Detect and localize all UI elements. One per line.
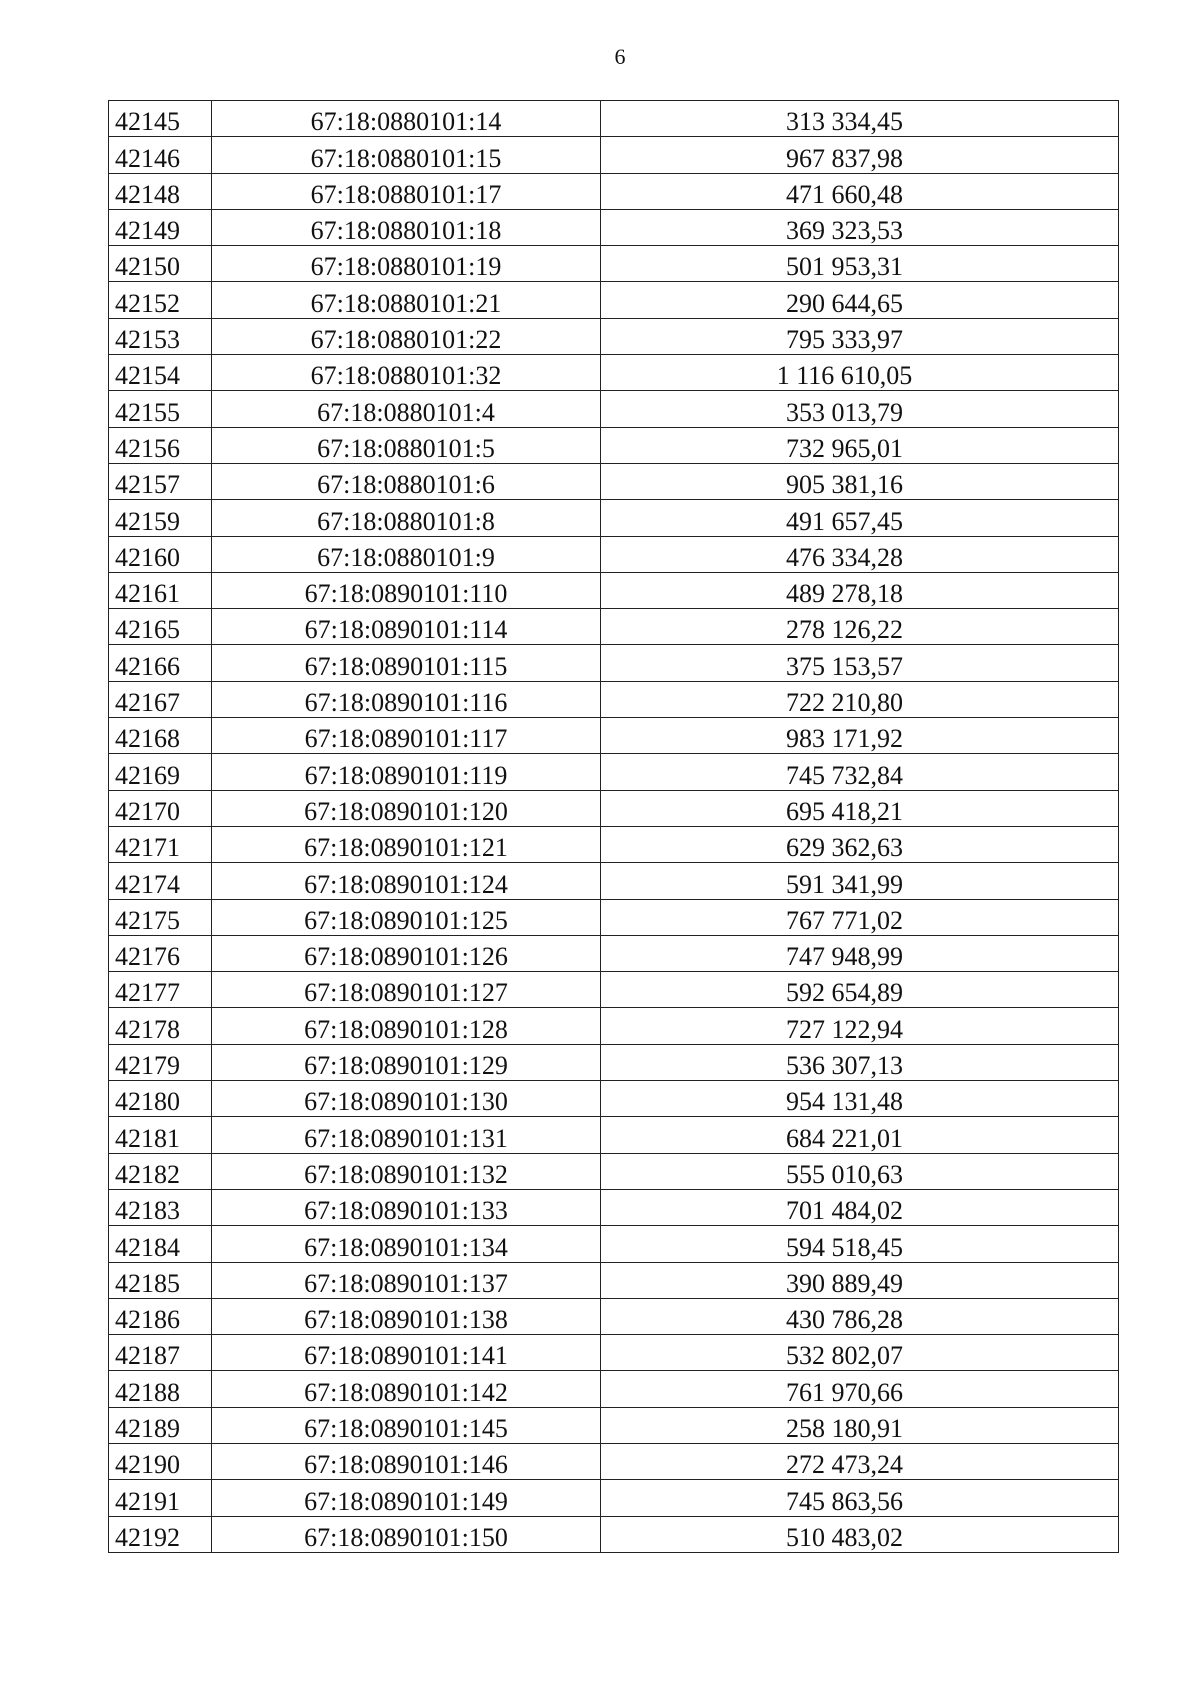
row-number-cell: 42177	[109, 972, 212, 1008]
cadastral-number-cell: 67:18:0890101:126	[212, 935, 601, 971]
table-row	[109, 681, 1119, 717]
row-number-cell: 42181	[109, 1117, 212, 1153]
table-row	[109, 246, 1119, 282]
cadastral-number-cell: 67:18:0880101:32	[212, 355, 601, 391]
row-number-cell: 42180	[109, 1081, 212, 1117]
cadastral-number-cell: 67:18:0890101:124	[212, 863, 601, 899]
cadastral-value-cell: 722 210,80	[601, 681, 1119, 717]
row-number-cell: 42183	[109, 1189, 212, 1225]
row-number-cell: 42160	[109, 536, 212, 572]
cadastral-value-cell: 592 654,89	[601, 972, 1119, 1008]
table-row	[109, 1443, 1119, 1479]
row-number-cell: 42182	[109, 1153, 212, 1189]
cadastral-value-cell: 591 341,99	[601, 863, 1119, 899]
row-number-cell: 42146	[109, 137, 212, 173]
table-row	[109, 391, 1119, 427]
row-number-cell: 42179	[109, 1044, 212, 1080]
cadastral-number-cell: 67:18:0880101:19	[212, 246, 601, 282]
cadastral-value-cell: 701 484,02	[601, 1189, 1119, 1225]
cadastral-value-cell: 476 334,28	[601, 536, 1119, 572]
table-row	[109, 355, 1119, 391]
cadastral-value-cell: 353 013,79	[601, 391, 1119, 427]
table-row	[109, 899, 1119, 935]
cadastral-number-cell: 67:18:0890101:128	[212, 1008, 601, 1044]
row-number-cell: 42150	[109, 246, 212, 282]
row-number-cell: 42178	[109, 1008, 212, 1044]
cadastral-number-cell: 67:18:0880101:9	[212, 536, 601, 572]
table-row	[109, 209, 1119, 245]
table-row	[109, 1153, 1119, 1189]
cadastral-number-cell: 67:18:0890101:131	[212, 1117, 601, 1153]
row-number-cell: 42148	[109, 173, 212, 209]
cadastral-number-cell: 67:18:0890101:115	[212, 645, 601, 681]
cadastral-number-cell: 67:18:0890101:146	[212, 1443, 601, 1479]
table-row	[109, 1298, 1119, 1334]
row-number-cell: 42170	[109, 790, 212, 826]
cadastral-value-cell: 430 786,28	[601, 1298, 1119, 1334]
cadastral-value-cell: 510 483,02	[601, 1516, 1119, 1552]
table-row	[109, 427, 1119, 463]
cadastral-value-cell: 290 644,65	[601, 282, 1119, 318]
cadastral-number-cell: 67:18:0890101:130	[212, 1081, 601, 1117]
table-row	[109, 282, 1119, 318]
cadastral-number-cell: 67:18:0890101:114	[212, 609, 601, 645]
row-number-cell: 42156	[109, 427, 212, 463]
row-number-cell: 42167	[109, 681, 212, 717]
row-number-cell: 42149	[109, 209, 212, 245]
cadastral-value-cell: 954 131,48	[601, 1081, 1119, 1117]
cadastral-number-cell: 67:18:0880101:14	[212, 101, 601, 137]
row-number-cell: 42145	[109, 101, 212, 137]
cadastral-number-cell: 67:18:0890101:138	[212, 1298, 601, 1334]
table-row	[109, 500, 1119, 536]
cadastral-value-cell: 313 334,45	[601, 101, 1119, 137]
table-row	[109, 754, 1119, 790]
cadastral-value-cell: 471 660,48	[601, 173, 1119, 209]
row-number-cell: 42171	[109, 826, 212, 862]
cadastral-value-cell: 727 122,94	[601, 1008, 1119, 1044]
table-row	[109, 101, 1119, 137]
cadastral-number-cell: 67:18:0890101:117	[212, 718, 601, 754]
row-number-cell: 42187	[109, 1335, 212, 1371]
cadastral-number-cell: 67:18:0890101:134	[212, 1226, 601, 1262]
table-row	[109, 826, 1119, 862]
table-row	[109, 1335, 1119, 1371]
cadastral-value-cell: 795 333,97	[601, 318, 1119, 354]
table-row	[109, 645, 1119, 681]
cadastral-value-cell: 594 518,45	[601, 1226, 1119, 1262]
row-number-cell: 42155	[109, 391, 212, 427]
cadastral-value-cell: 967 837,98	[601, 137, 1119, 173]
table-row	[109, 536, 1119, 572]
table-row	[109, 1081, 1119, 1117]
row-number-cell: 42168	[109, 718, 212, 754]
cadastral-number-cell: 67:18:0890101:129	[212, 1044, 601, 1080]
table-row	[109, 1262, 1119, 1298]
cadastral-value-cell: 747 948,99	[601, 935, 1119, 971]
cadastral-value-cell: 629 362,63	[601, 826, 1119, 862]
row-number-cell: 42191	[109, 1480, 212, 1516]
table-row	[109, 1226, 1119, 1262]
cadastral-number-cell: 67:18:0880101:18	[212, 209, 601, 245]
table-row	[109, 1008, 1119, 1044]
row-number-cell: 42153	[109, 318, 212, 354]
cadastral-value-table	[108, 100, 1119, 1553]
row-number-cell: 42185	[109, 1262, 212, 1298]
cadastral-value-cell: 272 473,24	[601, 1443, 1119, 1479]
cadastral-number-cell: 67:18:0880101:21	[212, 282, 601, 318]
cadastral-number-cell: 67:18:0890101:149	[212, 1480, 601, 1516]
cadastral-number-cell: 67:18:0890101:121	[212, 826, 601, 862]
row-number-cell: 42176	[109, 935, 212, 971]
cadastral-value-cell: 745 732,84	[601, 754, 1119, 790]
row-number-cell: 42192	[109, 1516, 212, 1552]
cadastral-number-cell: 67:18:0880101:8	[212, 500, 601, 536]
table-row	[109, 1516, 1119, 1552]
cadastral-value-cell: 555 010,63	[601, 1153, 1119, 1189]
cadastral-value-cell: 532 802,07	[601, 1335, 1119, 1371]
cadastral-value-cell: 375 153,57	[601, 645, 1119, 681]
row-number-cell: 42152	[109, 282, 212, 318]
table-row	[109, 863, 1119, 899]
table-row	[109, 318, 1119, 354]
table-row	[109, 1407, 1119, 1443]
row-number-cell: 42186	[109, 1298, 212, 1334]
cadastral-value-cell: 732 965,01	[601, 427, 1119, 463]
cadastral-value-cell: 695 418,21	[601, 790, 1119, 826]
table-row	[109, 718, 1119, 754]
table-row	[109, 1044, 1119, 1080]
cadastral-value-cell: 491 657,45	[601, 500, 1119, 536]
cadastral-number-cell: 67:18:0890101:119	[212, 754, 601, 790]
table-row	[109, 972, 1119, 1008]
cadastral-number-cell: 67:18:0890101:145	[212, 1407, 601, 1443]
row-number-cell: 42161	[109, 572, 212, 608]
table-row	[109, 572, 1119, 608]
row-number-cell: 42154	[109, 355, 212, 391]
cadastral-number-cell: 67:18:0890101:133	[212, 1189, 601, 1225]
cadastral-value-cell: 905 381,16	[601, 463, 1119, 499]
cadastral-value-cell: 983 171,92	[601, 718, 1119, 754]
cadastral-value-cell: 489 278,18	[601, 572, 1119, 608]
table-row	[109, 935, 1119, 971]
row-number-cell: 42174	[109, 863, 212, 899]
cadastral-number-cell: 67:18:0890101:150	[212, 1516, 601, 1552]
table-row	[109, 1371, 1119, 1407]
cadastral-number-cell: 67:18:0880101:15	[212, 137, 601, 173]
row-number-cell: 42159	[109, 500, 212, 536]
cadastral-number-cell: 67:18:0890101:137	[212, 1262, 601, 1298]
row-number-cell: 42169	[109, 754, 212, 790]
cadastral-value-cell: 369 323,53	[601, 209, 1119, 245]
cadastral-value-cell: 745 863,56	[601, 1480, 1119, 1516]
cadastral-value-cell: 501 953,31	[601, 246, 1119, 282]
cadastral-number-cell: 67:18:0890101:132	[212, 1153, 601, 1189]
table-body	[109, 101, 1119, 1553]
cadastral-value-cell: 761 970,66	[601, 1371, 1119, 1407]
table-row	[109, 1189, 1119, 1225]
row-number-cell: 42189	[109, 1407, 212, 1443]
cadastral-number-cell: 67:18:0890101:110	[212, 572, 601, 608]
cadastral-number-cell: 67:18:0880101:17	[212, 173, 601, 209]
cadastral-value-cell: 390 889,49	[601, 1262, 1119, 1298]
cadastral-number-cell: 67:18:0880101:4	[212, 391, 601, 427]
cadastral-number-cell: 67:18:0890101:142	[212, 1371, 601, 1407]
cadastral-number-cell: 67:18:0890101:127	[212, 972, 601, 1008]
row-number-cell: 42190	[109, 1443, 212, 1479]
row-number-cell: 42175	[109, 899, 212, 935]
cadastral-number-cell: 67:18:0880101:22	[212, 318, 601, 354]
table-row	[109, 790, 1119, 826]
cadastral-number-cell: 67:18:0890101:120	[212, 790, 601, 826]
cadastral-value-cell: 258 180,91	[601, 1407, 1119, 1443]
cadastral-number-cell: 67:18:0890101:141	[212, 1335, 601, 1371]
cadastral-value-cell: 278 126,22	[601, 609, 1119, 645]
page-number: 6	[614, 44, 626, 69]
table-row	[109, 1117, 1119, 1153]
cadastral-value-cell: 767 771,02	[601, 899, 1119, 935]
row-number-cell: 42188	[109, 1371, 212, 1407]
table-row	[109, 1480, 1119, 1516]
table-row	[109, 173, 1119, 209]
cadastral-number-cell: 67:18:0890101:125	[212, 899, 601, 935]
table-row	[109, 137, 1119, 173]
cadastral-value-cell: 536 307,13	[601, 1044, 1119, 1080]
cadastral-value-cell: 1 116 610,05	[601, 355, 1119, 391]
cadastral-number-cell: 67:18:0880101:5	[212, 427, 601, 463]
row-number-cell: 42157	[109, 463, 212, 499]
row-number-cell: 42165	[109, 609, 212, 645]
cadastral-value-cell: 684 221,01	[601, 1117, 1119, 1153]
row-number-cell: 42184	[109, 1226, 212, 1262]
cadastral-number-cell: 67:18:0880101:6	[212, 463, 601, 499]
table-row	[109, 463, 1119, 499]
table-row	[109, 609, 1119, 645]
row-number-cell: 42166	[109, 645, 212, 681]
cadastral-number-cell: 67:18:0890101:116	[212, 681, 601, 717]
